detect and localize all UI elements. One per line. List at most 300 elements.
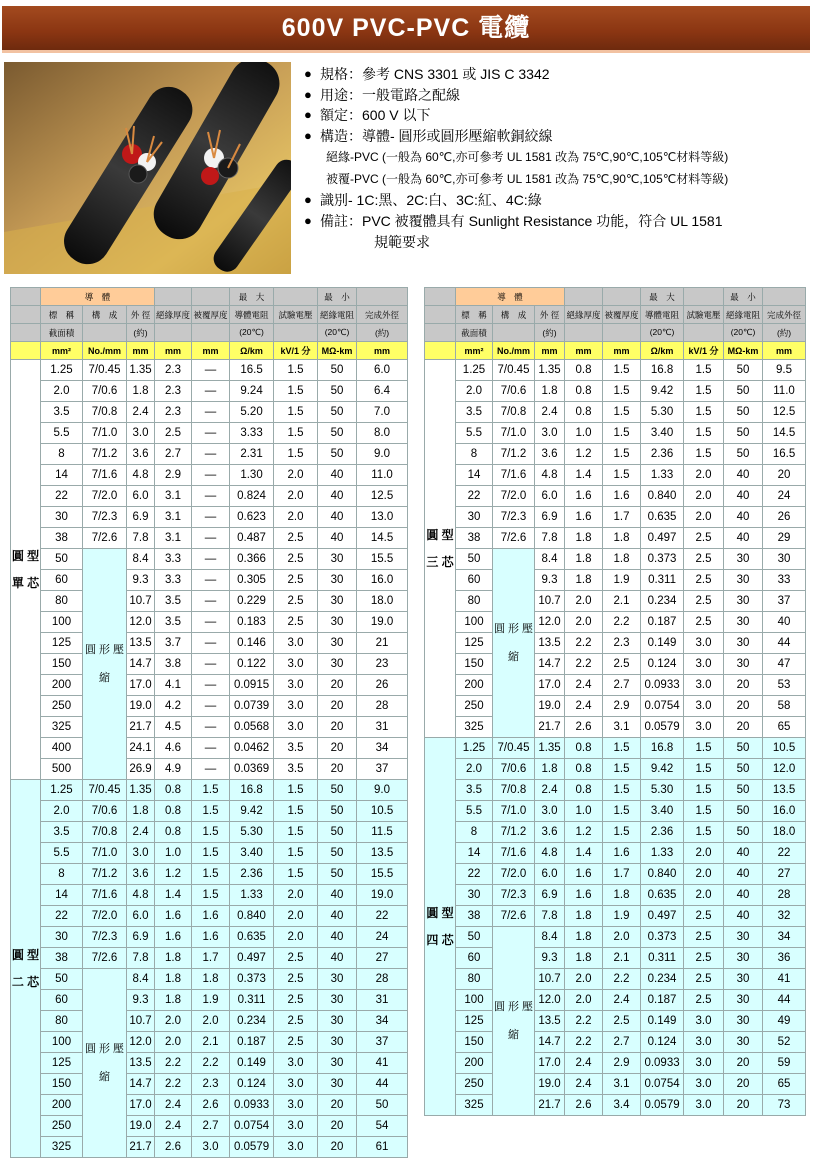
table-row [425, 1032, 806, 1053]
table-cell: 7/2.0 [83, 906, 127, 927]
table-cell: 7/0.8 [83, 822, 127, 843]
table-cell: 0.311 [641, 570, 684, 591]
table-cell: 40 [318, 507, 357, 528]
table-cell: 4.6 [155, 738, 192, 759]
table-cell: 2.36 [641, 444, 684, 465]
table-cell: 38 [41, 528, 83, 549]
table-cell: 22 [41, 906, 83, 927]
table-cell: 40 [318, 465, 357, 486]
table-cell: 6.9 [535, 507, 565, 528]
header-cell: 構 成 [493, 306, 535, 324]
table-row [425, 843, 806, 864]
table-row [425, 654, 806, 675]
spec-list [304, 64, 809, 253]
table-cell: 0.635 [230, 927, 274, 948]
table-cell: 41 [357, 1053, 408, 1074]
table-cell: 0.0462 [230, 738, 274, 759]
table-cell: 0.0915 [230, 675, 274, 696]
table-cell: 125 [456, 633, 493, 654]
table-cell: 16.0 [763, 801, 806, 822]
table-cell: 13.5 [535, 1011, 565, 1032]
table-cell: 0.373 [641, 549, 684, 570]
table-cell: 19.0 [127, 696, 155, 717]
table-cell: 6.9 [127, 507, 155, 528]
table-cell: 7/0.45 [83, 780, 127, 801]
table-cell: 5.5 [456, 801, 493, 822]
table-cell: 10.5 [763, 738, 806, 759]
unit-cell: mm [565, 342, 603, 360]
table-cell: 50 [318, 423, 357, 444]
unit-cell: No./mm [83, 342, 127, 360]
table-cell: 13.5 [127, 633, 155, 654]
table-cell: 0.124 [641, 654, 684, 675]
header-cell: (20℃) [318, 324, 357, 342]
table-cell: 2.0 [41, 801, 83, 822]
table-cell: 9.24 [230, 381, 274, 402]
table-cell: 7/2.3 [83, 927, 127, 948]
table-row [11, 1137, 408, 1158]
table-cell: 50 [318, 444, 357, 465]
table-cell: 2.3 [155, 360, 192, 381]
table-row [11, 1032, 408, 1053]
table-cell: 9.42 [641, 759, 684, 780]
table-cell: 50 [318, 780, 357, 801]
table-cell: 3.0 [684, 1053, 724, 1074]
table-cell: 30 [318, 1053, 357, 1074]
table-cell: 15.5 [357, 864, 408, 885]
table-cell: 200 [456, 675, 493, 696]
table-cell: 6.9 [535, 885, 565, 906]
header-cell: 絕緣電阻 [318, 306, 357, 324]
spec-item [304, 64, 809, 85]
table-cell: 2.4 [155, 1095, 192, 1116]
table-cell: 40 [318, 948, 357, 969]
bullet-icon: ● [304, 86, 312, 102]
table-row [11, 1116, 408, 1137]
table-cell: 1.6 [192, 906, 230, 927]
table-cell: 1.5 [274, 864, 318, 885]
table-cell: 20 [318, 1095, 357, 1116]
table-cell: 0.497 [230, 948, 274, 969]
table-cell: 1.5 [274, 822, 318, 843]
table-cell: 3.0 [535, 801, 565, 822]
table-cell: 8 [456, 444, 493, 465]
table-cell: 0.824 [230, 486, 274, 507]
table-row [425, 906, 806, 927]
table-row [425, 360, 806, 381]
table-cell: 2.4 [565, 696, 603, 717]
table-cell: 7/1.0 [493, 801, 535, 822]
table-cell: 2.0 [41, 381, 83, 402]
table-cell: 0.0568 [230, 717, 274, 738]
table-cell: 20 [724, 717, 763, 738]
table-cell: 0.311 [641, 948, 684, 969]
table-cell: 1.5 [274, 402, 318, 423]
header-cell: 外 徑 [127, 306, 155, 324]
table-cell: 0.840 [641, 486, 684, 507]
table-cell: 10.7 [535, 591, 565, 612]
table-cell: 40 [318, 528, 357, 549]
table-cell: 0.0579 [641, 717, 684, 738]
table-cell: 30 [456, 885, 493, 906]
table-cell: 3.3 [155, 570, 192, 591]
table-cell: 80 [456, 591, 493, 612]
table-cell: 3.0 [274, 717, 318, 738]
table-cell: 1.8 [565, 948, 603, 969]
table-cell: 7/2.0 [493, 486, 535, 507]
table-cell: 40 [724, 864, 763, 885]
table-cell: 2.4 [127, 822, 155, 843]
table-row [425, 591, 806, 612]
table-cell: 30 [724, 633, 763, 654]
table-cell: 0.0933 [641, 675, 684, 696]
table-cell: 250 [456, 696, 493, 717]
table-cell: 1.5 [274, 381, 318, 402]
table-cell: — [192, 717, 230, 738]
table-cell: 30 [41, 507, 83, 528]
table-cell: 12.5 [763, 402, 806, 423]
table-cell: 1.6 [565, 507, 603, 528]
table-cell: 49 [763, 1011, 806, 1032]
table-cell: 16.8 [641, 738, 684, 759]
table-row [11, 1074, 408, 1095]
table-cell: 1.5 [684, 402, 724, 423]
table-cell: 2.0 [603, 927, 641, 948]
table-row [425, 444, 806, 465]
table-cell: 1.8 [155, 990, 192, 1011]
table-cell: 0.234 [641, 969, 684, 990]
table-row [11, 864, 408, 885]
spec-text: 被覆-PVC (一般為 60℃,亦可參考 UL 1581 改為 75℃,90℃,105℃材料等級) [326, 172, 729, 186]
header-cell: 導 體 [41, 288, 155, 306]
table-cell: 7/1.2 [493, 444, 535, 465]
table-cell: 1.30 [230, 465, 274, 486]
table-cell: 2.2 [603, 969, 641, 990]
table-cell: 27 [763, 864, 806, 885]
page-title: 600V PVC-PVC 電纜 [2, 6, 810, 53]
table-cell: 2.6 [565, 1095, 603, 1116]
table-cell: 8.4 [127, 969, 155, 990]
table-cell: 30 [763, 549, 806, 570]
bullet-icon: ● [304, 107, 312, 122]
unit-cell: mm [155, 342, 192, 360]
table-cell: 16.5 [763, 444, 806, 465]
table-cell: 50 [357, 1095, 408, 1116]
table-cell: 8.0 [357, 423, 408, 444]
table-cell: 0.366 [230, 549, 274, 570]
table-cell: 13.0 [357, 507, 408, 528]
table-cell: 125 [456, 1011, 493, 1032]
table-cell: 0.8 [565, 381, 603, 402]
table-cell: — [192, 444, 230, 465]
table-cell: 1.33 [641, 465, 684, 486]
table-cell: 38 [456, 528, 493, 549]
table-cell: 2.0 [684, 864, 724, 885]
table-cell: 2.5 [684, 948, 724, 969]
table-cell: 500 [41, 759, 83, 780]
header-cell [763, 288, 806, 306]
table-cell: 5.5 [41, 843, 83, 864]
table-cell: 2.5 [684, 570, 724, 591]
table-cell: 50 [724, 381, 763, 402]
table-cell: 1.5 [192, 822, 230, 843]
table-cell: 1.8 [127, 381, 155, 402]
header-cell [11, 288, 41, 306]
table-row [11, 1053, 408, 1074]
header-cell [684, 288, 724, 306]
table-cell: 65 [763, 1074, 806, 1095]
table-row [11, 780, 408, 801]
table-row [11, 423, 408, 444]
table-cell: 9.3 [535, 570, 565, 591]
unit-cell: kV/1 分 [274, 342, 318, 360]
table-cell: 44 [763, 633, 806, 654]
table-cell: 125 [41, 1053, 83, 1074]
table-row [425, 717, 806, 738]
unit-cell: Ω/km [641, 342, 684, 360]
table-cell: 1.0 [155, 843, 192, 864]
table-cell: 0.8 [565, 738, 603, 759]
table-cell: 2.5 [274, 612, 318, 633]
table-cell: 1.2 [155, 864, 192, 885]
table-cell: 1.8 [565, 570, 603, 591]
table-cell: 60 [456, 570, 493, 591]
table-cell: 10.7 [535, 969, 565, 990]
table-cell: 30 [318, 612, 357, 633]
table-cell: 1.5 [603, 444, 641, 465]
table-cell: 30 [724, 654, 763, 675]
table-cell: 6.0 [535, 864, 565, 885]
table-cell: 2.5 [155, 423, 192, 444]
table-cell: 27 [357, 948, 408, 969]
table-cell: 3.0 [684, 675, 724, 696]
table-cell: 1.5 [603, 822, 641, 843]
table-cell: 30 [318, 1011, 357, 1032]
header-cell [684, 324, 724, 342]
table-cell: 20 [318, 717, 357, 738]
table-cell: — [192, 423, 230, 444]
table-cell: 3.0 [684, 1074, 724, 1095]
table-cell: 1.5 [684, 423, 724, 444]
table-cell: 7/0.45 [493, 360, 535, 381]
unit-cell: Ω/km [230, 342, 274, 360]
header-cell: 構 成 [83, 306, 127, 324]
table-cell: 1.8 [535, 759, 565, 780]
table-cell: 1.5 [192, 885, 230, 906]
table-row [425, 1074, 806, 1095]
table-cell: 4.9 [155, 759, 192, 780]
table-cell: 2.0 [456, 759, 493, 780]
table-cell: 30 [318, 969, 357, 990]
header-cell: (約) [763, 324, 806, 342]
header-cell: 絕緣電阻 [724, 306, 763, 324]
table-row [11, 402, 408, 423]
table-row [11, 507, 408, 528]
table-cell: 3.0 [535, 423, 565, 444]
table-row [11, 738, 408, 759]
table-cell: 7/0.8 [493, 402, 535, 423]
table-cell: 3.0 [274, 1074, 318, 1095]
table-cell: 36 [763, 948, 806, 969]
table-cell: 50 [724, 738, 763, 759]
table-row [425, 1011, 806, 1032]
table-cell: 3.5 [456, 402, 493, 423]
table-cell: 10.5 [357, 801, 408, 822]
table-cell: 40 [724, 528, 763, 549]
table-row [425, 1053, 806, 1074]
table-cell: 32 [763, 906, 806, 927]
spec-item [304, 168, 809, 190]
table-cell: 2.0 [274, 927, 318, 948]
table-cell: — [192, 633, 230, 654]
table-cell: 1.5 [192, 843, 230, 864]
table-cell: 7/0.45 [493, 738, 535, 759]
table-cell: 1.6 [603, 486, 641, 507]
table-cell: 13.5 [535, 633, 565, 654]
table-cell: 50 [318, 864, 357, 885]
table-cell: 40 [318, 486, 357, 507]
table-cell: 11.0 [763, 381, 806, 402]
table-cell: 2.0 [565, 591, 603, 612]
table-row [11, 486, 408, 507]
table-row [425, 738, 806, 759]
table-row [11, 549, 408, 570]
table-cell: 2.5 [684, 990, 724, 1011]
table-cell: 3.1 [155, 528, 192, 549]
table-cell: 3.0 [684, 1011, 724, 1032]
table-cell: 0.8 [565, 360, 603, 381]
table-cell: 33 [763, 570, 806, 591]
table-row [11, 990, 408, 1011]
table-cell: 1.2 [565, 444, 603, 465]
category-label: 圓 型 四 芯 [425, 738, 456, 1116]
table-cell: — [192, 759, 230, 780]
table-cell: 2.36 [230, 864, 274, 885]
unit-cell: mm [603, 342, 641, 360]
table-cell: 6.9 [127, 927, 155, 948]
table-cell: 250 [456, 1074, 493, 1095]
table-cell: 16.8 [230, 780, 274, 801]
table-cell: 3.1 [603, 717, 641, 738]
table-cell: 1.5 [274, 360, 318, 381]
header-cell [155, 324, 192, 342]
table-row [425, 570, 806, 591]
unit-cell: MΩ-km [724, 342, 763, 360]
header-cell [603, 324, 641, 342]
unit-cell: mm² [456, 342, 493, 360]
table-cell: 7/2.0 [83, 486, 127, 507]
table-row [11, 822, 408, 843]
header-cell [11, 306, 41, 324]
table-cell: 0.229 [230, 591, 274, 612]
header-cell: 最 小 [724, 288, 763, 306]
table-cell: 10.7 [127, 1011, 155, 1032]
table-cell: 150 [456, 654, 493, 675]
table-cell: 0.497 [641, 906, 684, 927]
table-cell: 2.0 [565, 969, 603, 990]
table-cell: 22 [763, 843, 806, 864]
table-row [425, 948, 806, 969]
header-row [11, 288, 408, 306]
table-cell: 34 [763, 927, 806, 948]
table-cell: 1.6 [565, 864, 603, 885]
table-cell: 12.0 [535, 612, 565, 633]
table-cell: 26 [763, 507, 806, 528]
table-cell: 7.8 [535, 906, 565, 927]
table-cell: 7/2.6 [83, 948, 127, 969]
spec-item [304, 126, 809, 147]
table-cell: 2.0 [684, 507, 724, 528]
table-cell: 40 [318, 927, 357, 948]
table-cell: 1.33 [230, 885, 274, 906]
table-cell: 7/0.8 [493, 780, 535, 801]
table-cell: 3.5 [274, 738, 318, 759]
cable-photo [4, 62, 291, 274]
header-cell: 被覆厚度 [192, 306, 230, 324]
spec-item [304, 85, 809, 106]
table-cell: 8.4 [535, 549, 565, 570]
table-cell: 19.0 [535, 696, 565, 717]
table-cell: 7.8 [127, 948, 155, 969]
table-left [10, 287, 408, 1158]
table-cell: 2.7 [603, 675, 641, 696]
table-cell: 20 [763, 465, 806, 486]
header-cell: 導 體 [456, 288, 565, 306]
table-cell: 1.33 [641, 843, 684, 864]
spec-item [304, 190, 809, 211]
table-cell: 28 [763, 885, 806, 906]
unit-cell: mm [535, 342, 565, 360]
table-cell: 0.8 [155, 780, 192, 801]
table-cell: 80 [456, 969, 493, 990]
table-cell: 20 [724, 675, 763, 696]
table-cell: 7/1.6 [83, 885, 127, 906]
table-cell: 2.5 [274, 1032, 318, 1053]
table-cell: 20 [724, 696, 763, 717]
table-cell: — [192, 507, 230, 528]
table-cell: 1.5 [274, 444, 318, 465]
table-cell: 0.234 [230, 1011, 274, 1032]
table-cell: 11.5 [357, 822, 408, 843]
table-cell: 7/2.6 [83, 528, 127, 549]
unit-cell: mm [357, 342, 408, 360]
header-cell: 絕緣厚度 [565, 306, 603, 324]
header-cell: 完成外徑 [357, 306, 408, 324]
table-cell: 3.40 [230, 843, 274, 864]
table-cell: 14.7 [535, 654, 565, 675]
table-cell: 1.8 [535, 381, 565, 402]
table-cell: 60 [456, 948, 493, 969]
table-row [11, 948, 408, 969]
table-cell: 2.5 [684, 927, 724, 948]
header-row [425, 324, 806, 342]
table-cell: 200 [456, 1053, 493, 1074]
table-cell: 2.0 [155, 1032, 192, 1053]
unit-cell: mm [127, 342, 155, 360]
compress-label: 圓 形 壓 縮 [493, 927, 535, 1116]
table-cell: 19.0 [357, 612, 408, 633]
table-cell: 7/1.0 [83, 423, 127, 444]
table-cell: 9.3 [535, 948, 565, 969]
table-row [425, 1095, 806, 1116]
table-cell: 3.0 [684, 654, 724, 675]
table-cell: 0.149 [641, 633, 684, 654]
table-cell: 24 [357, 927, 408, 948]
header-cell: 試驗電壓 [684, 306, 724, 324]
table-cell: 2.4 [603, 990, 641, 1011]
table-cell: 14.7 [127, 654, 155, 675]
table-cell: 200 [41, 675, 83, 696]
